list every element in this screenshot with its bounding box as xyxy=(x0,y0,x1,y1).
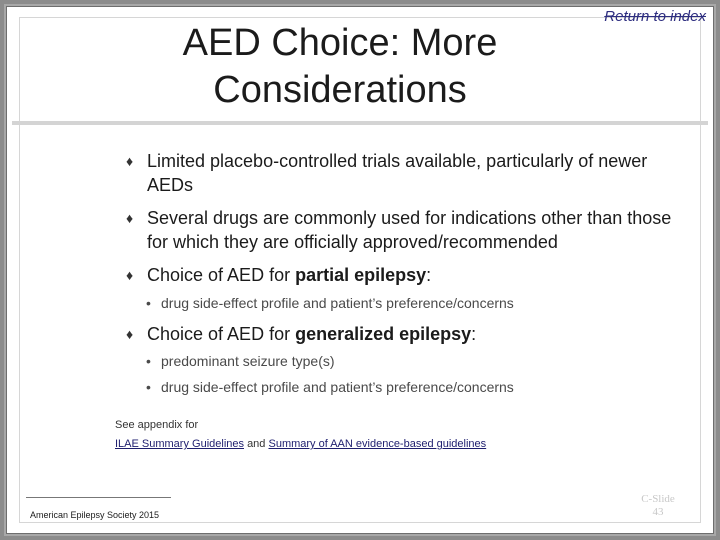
slide-number-label: C-Slide xyxy=(641,493,675,505)
bullet-prefix: Choice of AED for xyxy=(147,265,296,285)
bullet-suffix: : xyxy=(471,324,477,344)
and-text: and xyxy=(247,438,266,450)
bullet-text xyxy=(147,322,687,346)
bullet-prefix: Choice of AED for xyxy=(147,324,296,344)
bullet-suffix: : xyxy=(426,265,432,285)
sub-bullet-dot: • xyxy=(146,379,151,395)
diamond-bullet-icon: ♦ xyxy=(126,210,134,226)
slide-title xyxy=(170,20,510,114)
title-divider xyxy=(12,121,708,125)
diamond-bullet-icon: ♦ xyxy=(126,267,134,283)
bullet-bold-term: partial epilepsy xyxy=(295,265,427,285)
aan-guidelines-link[interactable]: Summary of AAN evidence-based guidelines xyxy=(268,438,487,450)
diamond-bullet-icon: ♦ xyxy=(126,153,134,169)
footer-copyright: American Epilepsy Society 2015 xyxy=(30,510,160,520)
return-to-index-link[interactable]: Return to index xyxy=(604,8,706,25)
slide-number-value: 43 xyxy=(652,506,664,518)
sub-bullet-text: drug side-effect profile and patient’s preference/concerns xyxy=(161,295,514,311)
sub-bullet-text: predominant seizure type(s) xyxy=(161,353,335,369)
sub-bullet-text: drug side-effect profile and patient’s preference/concerns xyxy=(161,379,514,395)
diamond-bullet-icon: ♦ xyxy=(126,326,134,342)
title-line-2: Considerations xyxy=(213,69,467,111)
sub-bullet-dot: • xyxy=(146,353,151,369)
footer-divider xyxy=(26,497,171,498)
sub-bullet-dot: • xyxy=(146,295,151,311)
title-line-1: AED Choice: More xyxy=(182,22,498,64)
bullet-text xyxy=(147,263,687,287)
guideline-links xyxy=(115,438,486,450)
bullet-text: Several drugs are commonly used for indications other than those for which they are officially approved/recommended xyxy=(147,208,672,252)
ilae-guidelines-link[interactable]: ILAE Summary Guidelines xyxy=(115,438,244,450)
slide-number xyxy=(628,493,688,519)
bullet-text: Limited placebo-controlled trials available, particularly of newer AEDs xyxy=(147,151,648,195)
appendix-note: See appendix for xyxy=(115,419,199,431)
bullet-bold-term: generalized epilepsy xyxy=(295,324,472,344)
